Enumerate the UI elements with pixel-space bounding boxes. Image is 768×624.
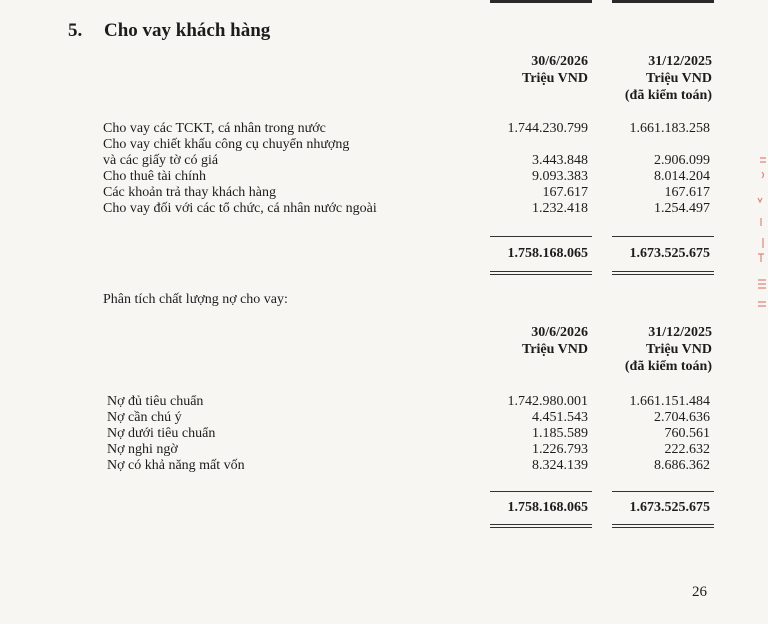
table2-row-value-col2: 1.661.151.484 — [629, 394, 710, 409]
table2-total-col2: 1.673.525.675 — [629, 500, 710, 515]
table1-header-col2-unit: Triệu VND — [646, 71, 712, 86]
table1-row-value-col1: 167.617 — [542, 185, 588, 200]
table1-header-col2-note: (đã kiểm toán) — [624, 88, 712, 103]
table2-row-label: Nợ đủ tiêu chuẩn — [107, 394, 204, 409]
table1-total-rule-top-col2 — [612, 236, 714, 237]
top-rule-left — [490, 0, 592, 3]
table1-row-value-col2: 8.014.204 — [654, 169, 710, 184]
table1-row-value-col1: 1.744.230.799 — [507, 121, 588, 136]
table1-header-col1-unit: Triệu VND — [522, 71, 588, 86]
stamp-marks-icon — [752, 150, 768, 320]
table2-row-label: Nợ có khả năng mất vốn — [107, 458, 245, 473]
table1-header-col1 — [490, 53, 588, 87]
table1-total-rule-double-col1 — [490, 274, 592, 275]
table2-total-rule-double-col2 — [612, 527, 714, 528]
table1-total-rule-bottom-col1 — [490, 271, 592, 272]
table1-total-rule-bottom-col2 — [612, 271, 714, 272]
table1-row-value-col2: 1.661.183.258 — [629, 121, 710, 136]
table2-row-label: Nợ dưới tiêu chuẩn — [107, 426, 216, 441]
table1-row-label: Cho vay chiết khấu công cụ chuyển nhượng — [103, 137, 350, 152]
table2-total-rule-top-col2 — [612, 491, 714, 492]
table2-header-col2 — [600, 324, 712, 375]
table1-row-label: và các giấy tờ có giá — [103, 153, 219, 168]
table2-header-col1-unit: Triệu VND — [522, 342, 588, 357]
table1-total-rule-top-col1 — [490, 236, 592, 237]
table2-header-col1 — [490, 324, 588, 358]
table1-total-rule-double-col2 — [612, 274, 714, 275]
table2-total-rule-bottom-col2 — [612, 524, 714, 525]
table2-header-col2-note: (đã kiểm toán) — [624, 359, 712, 374]
table1-row-label: Cho thuê tài chính — [103, 169, 207, 184]
table1-row-value-col2: 2.906.099 — [654, 153, 710, 168]
table2-row-value-col2: 8.686.362 — [654, 458, 710, 473]
table2-row-value-col2: 2.704.636 — [654, 410, 710, 425]
page-number: 26 — [692, 584, 707, 600]
table1-header-col1-date: 30/6/2026 — [531, 54, 588, 69]
table1-row-value-col1: 3.443.848 — [532, 153, 588, 168]
table2-total-rule-top-col1 — [490, 491, 592, 492]
table1-row-label: Cho vay các TCKT, cá nhân trong nước — [103, 121, 326, 136]
table1-header-col2 — [600, 53, 712, 104]
table1-row-value-col2: 167.617 — [664, 185, 710, 200]
table2-total-rule-double-col1 — [490, 527, 592, 528]
table2-row-value-col2: 222.632 — [664, 442, 710, 457]
table1-total-col1: 1.758.168.065 — [507, 246, 588, 261]
table2-row-value-col1: 8.324.139 — [532, 458, 588, 473]
table2-row-value-col1: 1.742.980.001 — [507, 394, 588, 409]
table1-row-value-col1: 1.232.418 — [532, 201, 588, 216]
table1-header-col2-date: 31/12/2025 — [648, 54, 712, 69]
table1-total-col2: 1.673.525.675 — [629, 246, 710, 261]
section-heading — [68, 20, 270, 42]
table2-row-value-col2: 760.561 — [664, 426, 710, 441]
table2-row-value-col1: 1.226.793 — [532, 442, 588, 457]
top-rule-right — [612, 0, 714, 3]
loan-quality-subtitle: Phân tích chất lượng nợ cho vay: — [103, 292, 288, 307]
table2-total-rule-bottom-col1 — [490, 524, 592, 525]
table2-header-col2-unit: Triệu VND — [646, 342, 712, 357]
table2-row-label: Nợ nghi ngờ — [107, 442, 178, 457]
table2-header-col1-date: 30/6/2026 — [531, 325, 588, 340]
table2-row-value-col1: 4.451.543 — [532, 410, 588, 425]
table1-row-label: Cho vay đối với các tổ chức, cá nhân nước ngoài — [103, 201, 377, 216]
table2-row-label: Nợ cần chú ý — [107, 410, 182, 425]
table2-header-col2-date: 31/12/2025 — [648, 325, 712, 340]
table1-row-value-col2: 1.254.497 — [654, 201, 710, 216]
table1-row-label: Các khoản trả thay khách hàng — [103, 185, 276, 200]
red-stamp-fragment — [752, 150, 768, 320]
section-title: Cho vay khách hàng — [104, 20, 271, 41]
section-number: 5. — [68, 20, 83, 41]
table2-total-col1: 1.758.168.065 — [507, 500, 588, 515]
table1-row-value-col1: 9.093.383 — [532, 169, 588, 184]
table2-row-value-col1: 1.185.589 — [532, 426, 588, 441]
